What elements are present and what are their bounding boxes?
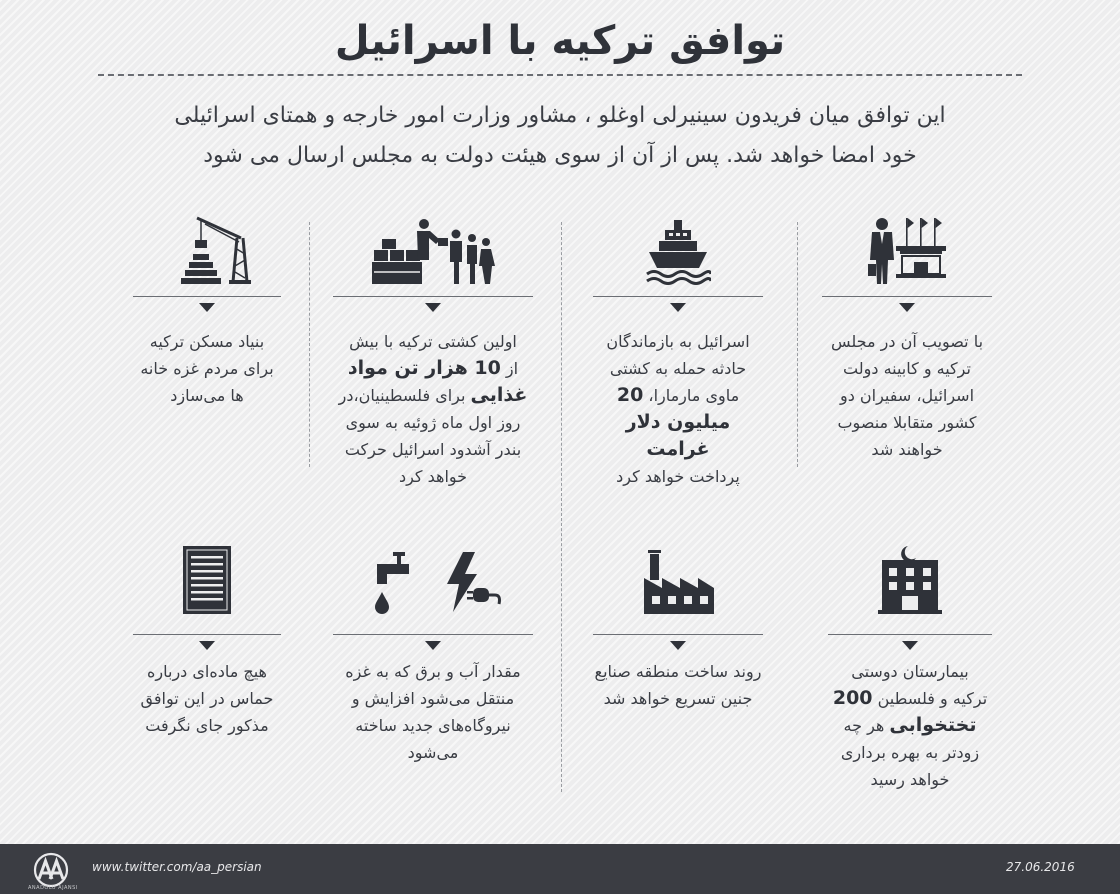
item-text-segment: با تصویب آن در مجلس [830,332,984,351]
intro-line-1: این توافق میان فریدون سینیرلی اوغلو ، مشاور وزارت امور خارجه و همتای اسرائیلی [174,103,946,128]
item-divider [333,634,533,635]
item-parliament [822,210,992,480]
logo-caption: ANADOLU AJANSI [28,885,78,891]
item-text [593,328,763,490]
item-divider [133,634,281,635]
item-text [133,658,281,739]
item-text-segment: کشور متقابلا منصوب [837,413,977,432]
item-divider [133,296,281,297]
aa-logo-icon [33,852,69,888]
item-text-segment: خواهد رسید [870,770,950,789]
item-utilities [333,540,533,780]
item-text-segment: منتقل می‌شود افزایش و [351,689,515,708]
item-text-segment: خواهند شد [871,440,943,459]
item-text-segment: هر چه [843,716,890,735]
item-text-segment: خواهد کرد [398,467,468,486]
publish-date: 27.06.2016 [1006,860,1075,874]
item-pointer [425,303,441,312]
item-pointer [199,641,215,650]
factory-icon [593,544,763,616]
item-text-segment: حماس در این توافق [140,689,274,708]
item-text-segment: پرداخت خواهد کرد [616,467,740,486]
item-text-segment: حادثه حمله به کشتی [609,359,747,378]
page-title: توافق ترکیه با اسرائیل [334,18,786,64]
item-text [593,658,763,712]
item-text-segment: روز اول ماه ژوئیه به سوی [345,413,521,432]
highlight-text: غذایی [470,384,528,406]
item-text [822,328,992,463]
highlight-text: 10 هزار تن مواد [347,357,501,379]
item-pointer [670,641,686,650]
item-text-segment: مقدار آب و برق که به غزه [345,662,521,681]
item-text-segment: نیروگاه‌های جدید ساخته [355,716,511,735]
construction-crane-icon [133,214,281,286]
item-text [333,658,533,766]
twitter-link[interactable]: www.twitter.com/aa_persian [92,860,262,874]
highlight-text: 200 [832,687,873,709]
item-hospital [828,540,992,810]
item-text-segment: بنیاد مسکن ترکیه [149,332,265,351]
item-text-segment: اسرائیل، سفیران دو [839,386,975,405]
item-pointer [199,303,215,312]
item-text-segment: ماوی مارمارا، [643,386,740,405]
item-divider [822,296,992,297]
item-text-segment: هیچ ماده‌ای درباره [147,662,267,681]
footer-bar [0,844,1120,894]
item-divider [593,634,763,635]
item-divider [593,296,763,297]
item-pointer [899,303,915,312]
item-text-segment: ترکیه و کابینه دولت [843,359,971,378]
item-text-segment: برای فلسطینیان،در [338,386,471,405]
item-pointer [670,303,686,312]
hospital-icon [828,544,992,616]
column-separator [561,222,562,792]
item-industry [593,540,763,740]
item-text-segment: از [500,359,519,378]
aid-distribution-icon [333,214,533,286]
item-pointer [902,641,918,650]
item-text-segment: روند ساخت منطقه صنایع [594,662,762,681]
title-divider [98,74,1022,76]
item-text-segment: بندر آشدود اسرائیل حرکت [344,440,522,459]
item-compensation [593,210,763,486]
intro-paragraph [150,96,970,176]
item-text [828,658,992,793]
item-text-segment: بیمارستان دوستی [851,662,969,681]
item-text-segment: می‌شود [407,743,459,762]
item-text-segment: ها می‌سازد [170,386,244,405]
item-aid-ship [333,210,533,500]
highlight-text: تختخوابی [889,714,977,736]
item-divider [333,296,533,297]
highlight-text: 20 [616,384,644,406]
document-icon [133,544,281,616]
intro-line-2: خود امضا خواهد شد. پس از آن از سوی هیئت دولت به مجلس ارسال می شود [203,143,917,168]
item-text-segment: اولین کشتی ترکیه با بیش [349,332,517,351]
item-housing [133,210,281,480]
item-text [333,328,533,490]
column-separator [797,222,798,467]
item-text-segment: برای مردم غزه خانه [140,359,274,378]
item-text-segment: اسرائیل به بازماندگان [606,332,750,351]
item-pointer [425,641,441,650]
item-text-segment: زودتر به بهره برداری [840,743,980,762]
highlight-text: میلیون دلار غرامت [625,411,731,460]
item-text-segment: جنین تسریع خواهد شد [603,689,753,708]
item-text-segment: مذکور جای نگرفت [145,716,269,735]
column-separator [309,222,310,467]
item-text [133,328,281,409]
item-text-segment: ترکیه و فلسطین [872,689,988,708]
item-divider [828,634,992,635]
official-flags-icon [822,214,992,286]
item-hamas [133,540,281,750]
ship-icon [593,214,763,286]
water-electricity-icon [333,544,533,616]
